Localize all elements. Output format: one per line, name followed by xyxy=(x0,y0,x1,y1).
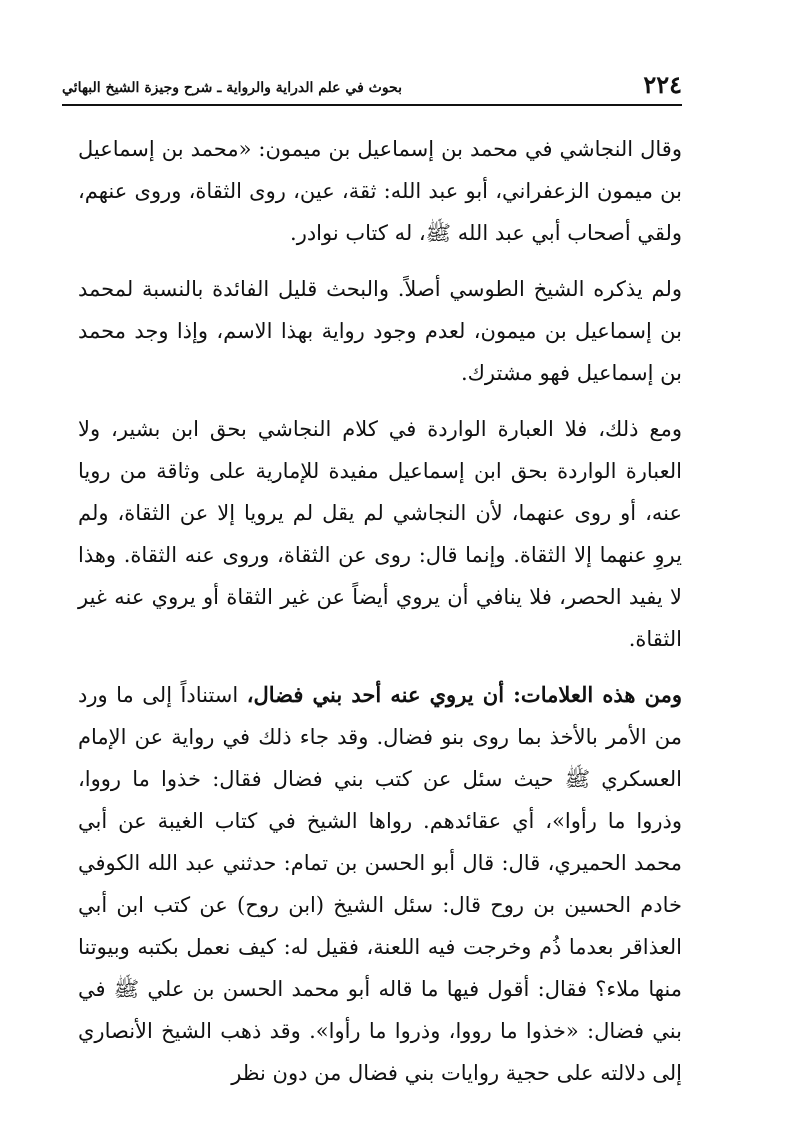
paragraph-1: وقال النجاشي في محمد بن إسماعيل بن ميمون: «محمد بن إسماعيل بن ميمون الزعفراني، أبو عبد الله: ثقة، عين، روى الثقاة، وروى عنهم، ولقي أصحاب أبي عبد الله ﷺ، له كتاب نوادر. xyxy=(78,137,682,245)
paragraph-4-bold-lead: ومن هذه العلامات: أن يروي عنه أحد بني فضال، xyxy=(246,682,682,707)
page-header xyxy=(62,70,682,106)
paragraph-4 xyxy=(78,674,682,1094)
paragraph-4-text: استناداً إلى ما ورد من الأمر بالأخذ بما روى بنو فضال. وقد جاء ذلك في رواية عن الإمام العسكري ﷺ حيث سئل عن كتب بني فضال فقال: خذوا ما رووا، وذروا ما رأوا»، أي عقائدهم. رواها الشيخ في كتاب الغيبة عن أبي محمد الحميري، قال: قال أبو الحسن بن تمام: حدثني عبد الله الكوفي خادم الحسين بن روح قال: سئل الشيخ (ابن روح) عن كتب ابن أبي العذاقر بعدما ذُم وخرجت فيه اللعنة، فقيل له: كيف نعمل بكتبه وبيوتنا منها ملاء؟ فقال: أقول فيها ما قاله أبو محمد الحسن بن علي ﷺ في بني فضال: «خذوا ما رووا، وذروا ما رأوا». وقد ذهب الشيخ الأنصاري إلى دلالته على حجية روايات بني فضال من دون نظر xyxy=(78,683,682,1085)
paragraph-3: ومع ذلك، فلا العبارة الواردة في كلام النجاشي بحق ابن بشير، ولا العبارة الواردة بحق ابن إسماعيل مفيدة للإمارية على وثاقة من رويا عنه، أو روى عنهما، لأن النجاشي لم يقل لم يرويا إلا عن الثقاة، ولم يروِ عنهما إلا الثقاة. وإنما قال: روى عن الثقاة، وروى عنه الثقاة. وهذا لا يفيد الحصر، فلا ينافي أن يروي أيضاً عن غير الثقاة أو يروي عنه غير الثقاة. xyxy=(78,417,682,651)
paragraph-2: ولم يذكره الشيخ الطوسي أصلاً. والبحث قليل الفائدة بالنسبة لمحمد بن إسماعيل بن ميمون، لعدم وجود رواية بهذا الاسم، وإذا وجد محمد بن إسماعيل فهو مشترك. xyxy=(78,277,682,385)
running-title: بحوث في علم الدراية والرواية ـ شرح وجيزة الشيخ البهائي xyxy=(62,80,402,96)
header-rule xyxy=(62,104,682,106)
page-number: ٢٢٤ xyxy=(643,70,682,99)
body-text xyxy=(78,128,682,1094)
